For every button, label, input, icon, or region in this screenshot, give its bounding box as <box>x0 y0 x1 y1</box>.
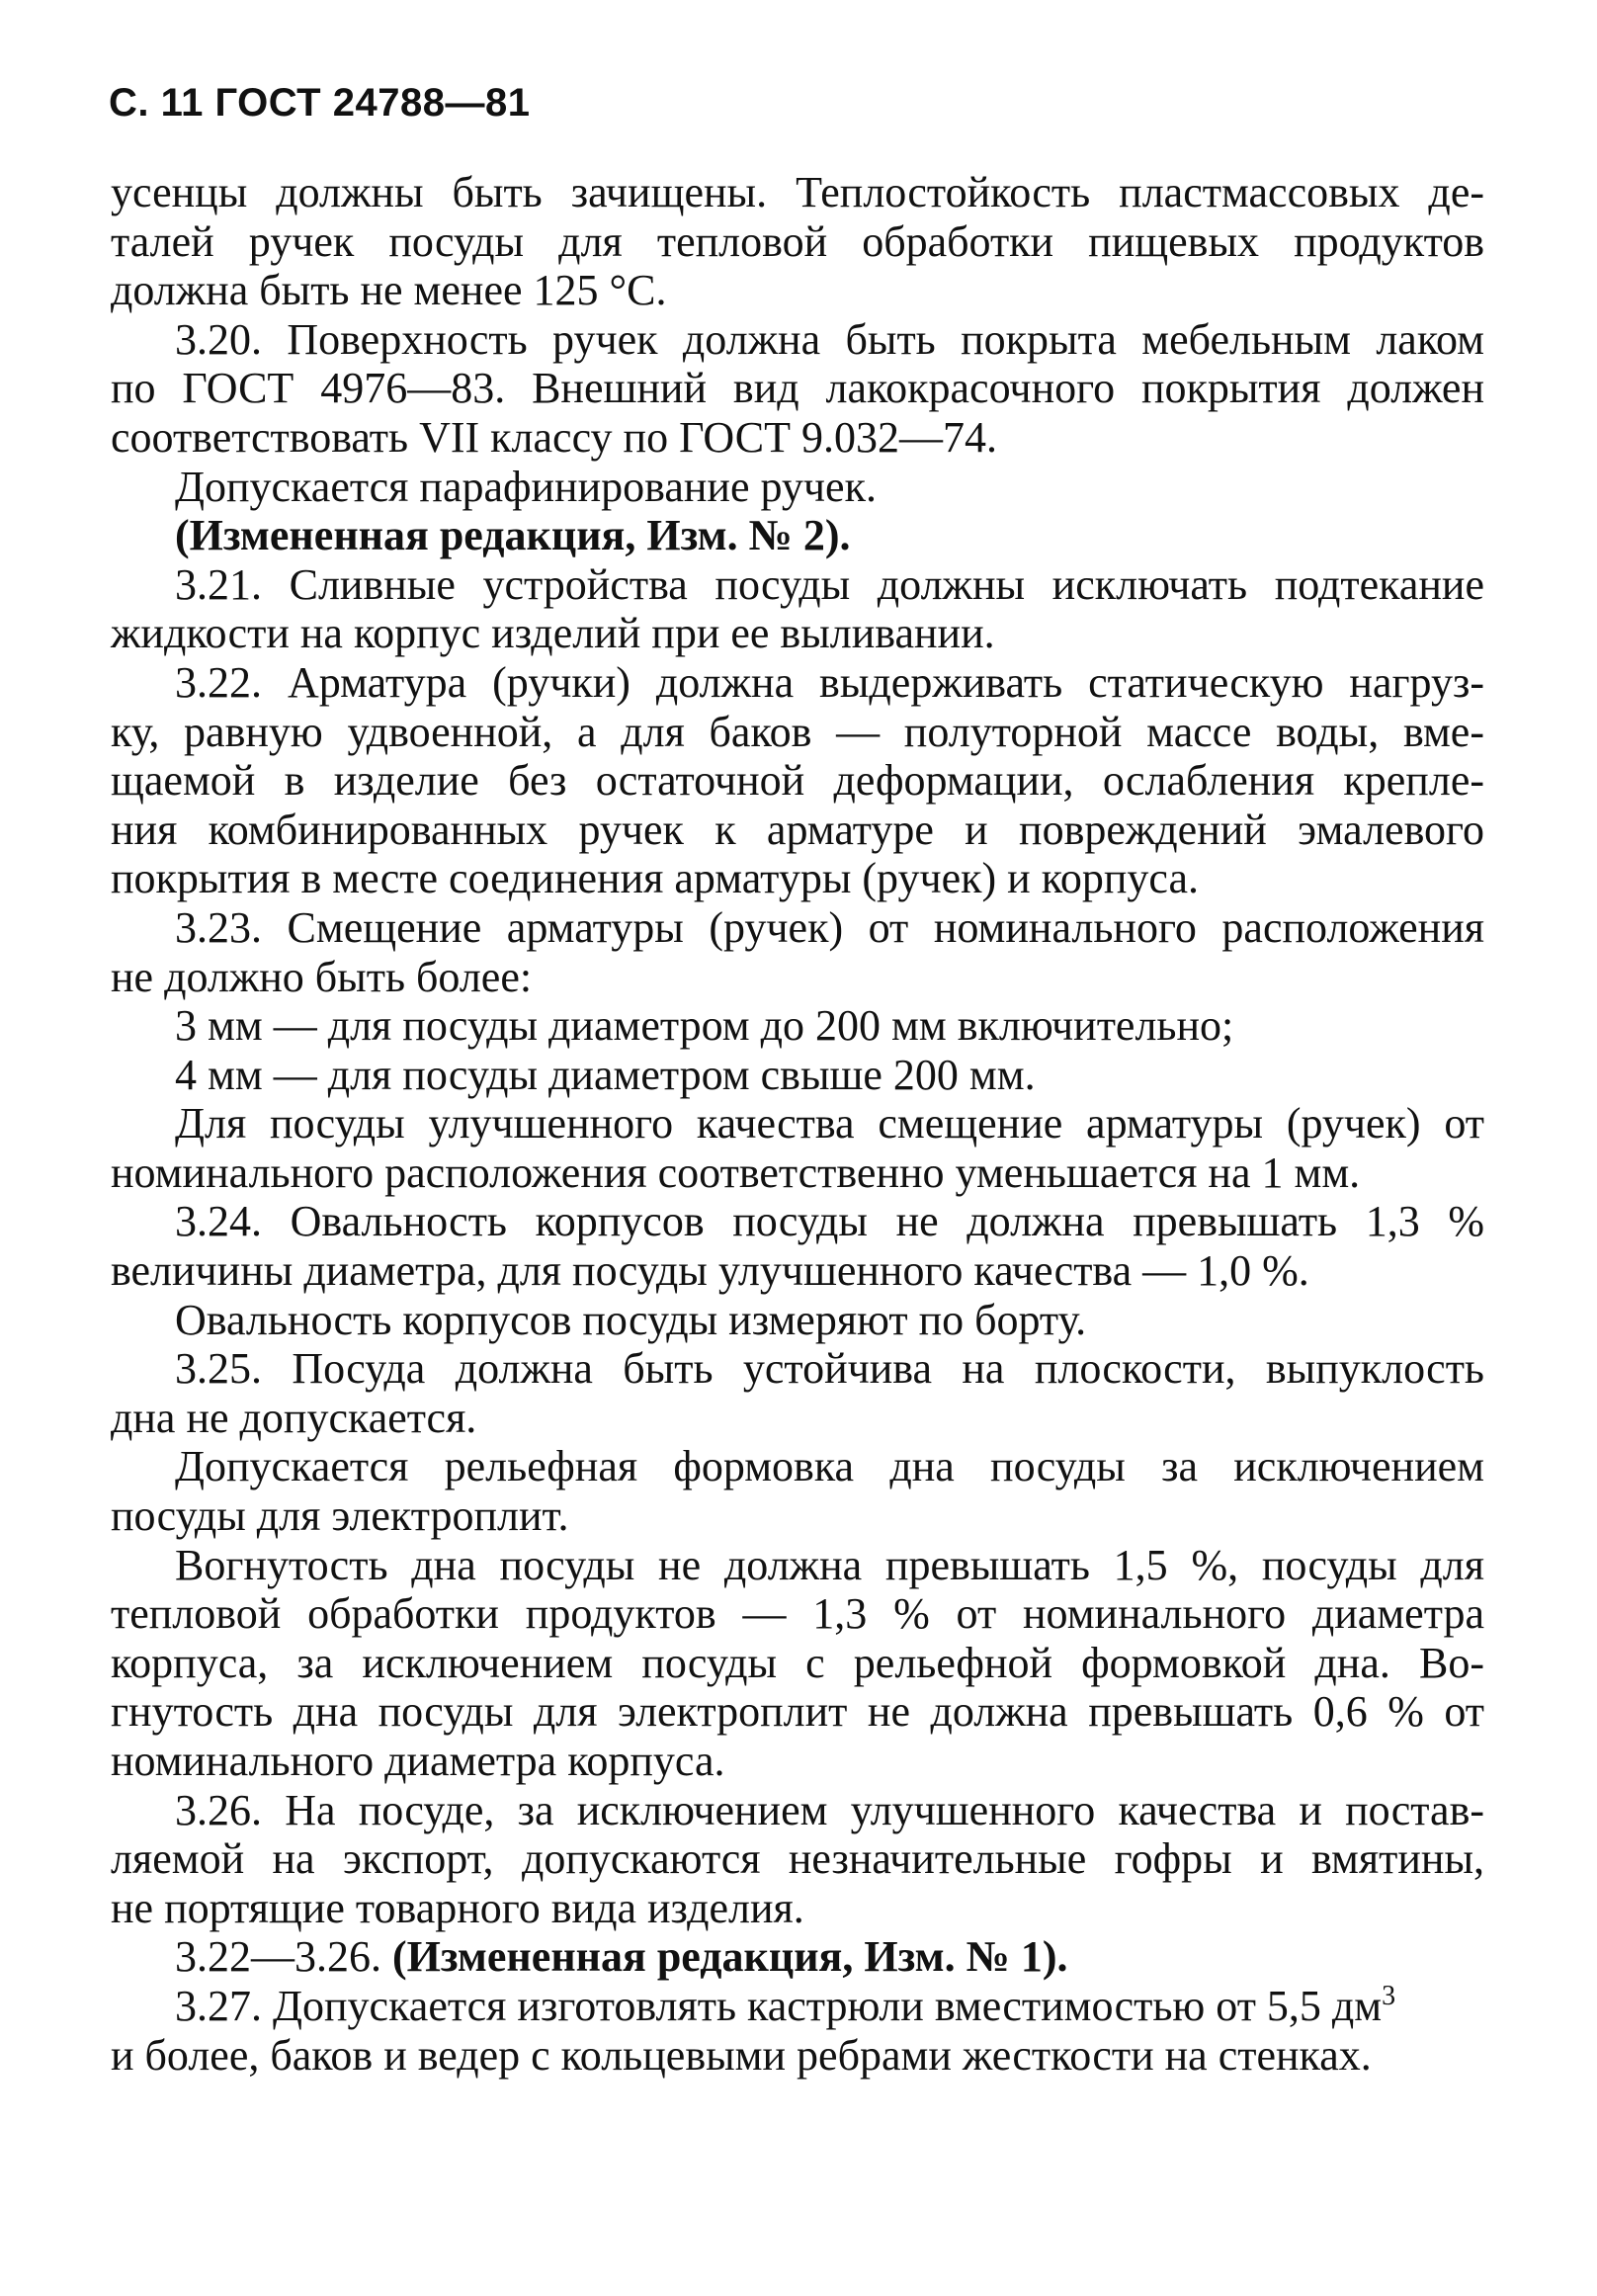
amendment-bold: (Измененная редакция, Изм. № 2). <box>175 511 851 560</box>
clause-3-24: 3.24. Овальность корпусов посуды не должна превышать 1,3 % <box>175 1197 1484 1246</box>
text-line: Допускается рельефная формовка дна посуды за исключением <box>175 1442 1484 1491</box>
amendment-range: 3.22—3.26. <box>175 1932 381 1982</box>
clause-3-22: 3.22. Арматура (ручки) должна выдерживать статическую нагруз- <box>175 657 1484 707</box>
list-item: 4 мм — для посуды диаметром свыше 200 мм. <box>175 1050 1036 1099</box>
text-line: номинального диаметра корпуса. <box>111 1737 725 1785</box>
clause-3-26: 3.26. На посуде, за исключением улучшенного качества и постав- <box>175 1785 1484 1834</box>
clause-3-23: 3.23. Смещение арматуры (ручек) от номинального расположения <box>175 902 1484 952</box>
text-line: Вогнутость дна посуды не должна превышать 1,5 %, посуды для <box>175 1540 1484 1589</box>
text-line: талей ручек посуды для тепловой обработки пищевых продуктов <box>111 216 1484 266</box>
text-line: Овальность корпусов посуды измеряют по борту. <box>175 1295 1087 1344</box>
text-line: жидкости на корпус изделий при ее выливании. <box>111 609 995 658</box>
text-line: посуды для электроплит. <box>111 1491 569 1541</box>
text-line: корпуса, за исключением посуды с рельефной формовкой дна. Во- <box>111 1638 1484 1687</box>
text-line: ляемой на экспорт, допускаются незначительные гофры и вмятины, <box>111 1834 1484 1884</box>
text-line: величины диаметра, для посуды улучшенного качества — 1,0 %. <box>111 1246 1309 1296</box>
amendment-note-1 <box>111 1932 1484 1982</box>
clause-text: 3.27. Допускается изготовлять кастрюли вместимостью от 5,5 дм <box>175 1981 1383 2030</box>
clause-3-27 <box>111 1982 1484 2031</box>
text-line: Допускается парафинирование ручек. <box>175 462 877 511</box>
running-header: С. 11 ГОСТ 24788—81 <box>109 81 531 125</box>
superscript: 3 <box>1382 1980 1396 2011</box>
list-item: 3 мм — для посуды диаметром до 200 мм включительно; <box>175 1001 1234 1051</box>
text-line: дна не допускается. <box>111 1393 477 1442</box>
body-text <box>111 168 1484 2080</box>
text-line: усенцы должны быть зачищены. Теплостойкость пластмассовых де- <box>111 168 1484 216</box>
text-line: Для посуды улучшенного качества смещение арматуры (ручек) от <box>175 1099 1484 1148</box>
clause-3-21: 3.21. Сливные устройства посуды должны исключать подтекание <box>175 559 1484 609</box>
text-line: гнутость дна посуды для электроплит не должна превышать 0,6 % от <box>111 1687 1484 1737</box>
text-line: не должно быть более: <box>111 952 533 1001</box>
text-line: ку, равную удвоенной, а для баков — полуторной массе воды, вме- <box>111 707 1484 756</box>
text-line: тепловой обработки продуктов — 1,3 % от номинального диаметра <box>111 1589 1484 1639</box>
clause-3-20: 3.20. Поверхность ручек должна быть покрыта мебельным лаком <box>175 314 1484 364</box>
text-line: покрытия в месте соединения арматуры (ручек) и корпуса. <box>111 854 1199 903</box>
amendment-bold: (Измененная редакция, Изм. № 1). <box>392 1932 1068 1982</box>
text-line: по ГОСТ 4976—83. Внешний вид лакокрасочного покрытия должен <box>111 364 1484 413</box>
text-line: щаемой в изделие без остаточной деформации, ослабления крепле- <box>111 756 1484 806</box>
amendment-note-2 <box>111 511 1484 560</box>
text-line: ния комбинированных ручек к арматуре и повреждений эмалевого <box>111 805 1484 854</box>
text-line: номинального расположения соответственно уменьшается на 1 мм. <box>111 1148 1361 1197</box>
text-line: должна быть не менее 125 °С. <box>111 266 667 315</box>
clause-3-25: 3.25. Посуда должна быть устойчива на плоскости, выпуклость <box>175 1344 1484 1394</box>
text-line: и более, баков и ведер с кольцевыми ребрами жесткости на стенках. <box>111 2030 1372 2080</box>
text-line: не портящие товарного вида изделия. <box>111 1883 804 1932</box>
text-line: соответствовать VII классу по ГОСТ 9.032—74. <box>111 412 997 462</box>
